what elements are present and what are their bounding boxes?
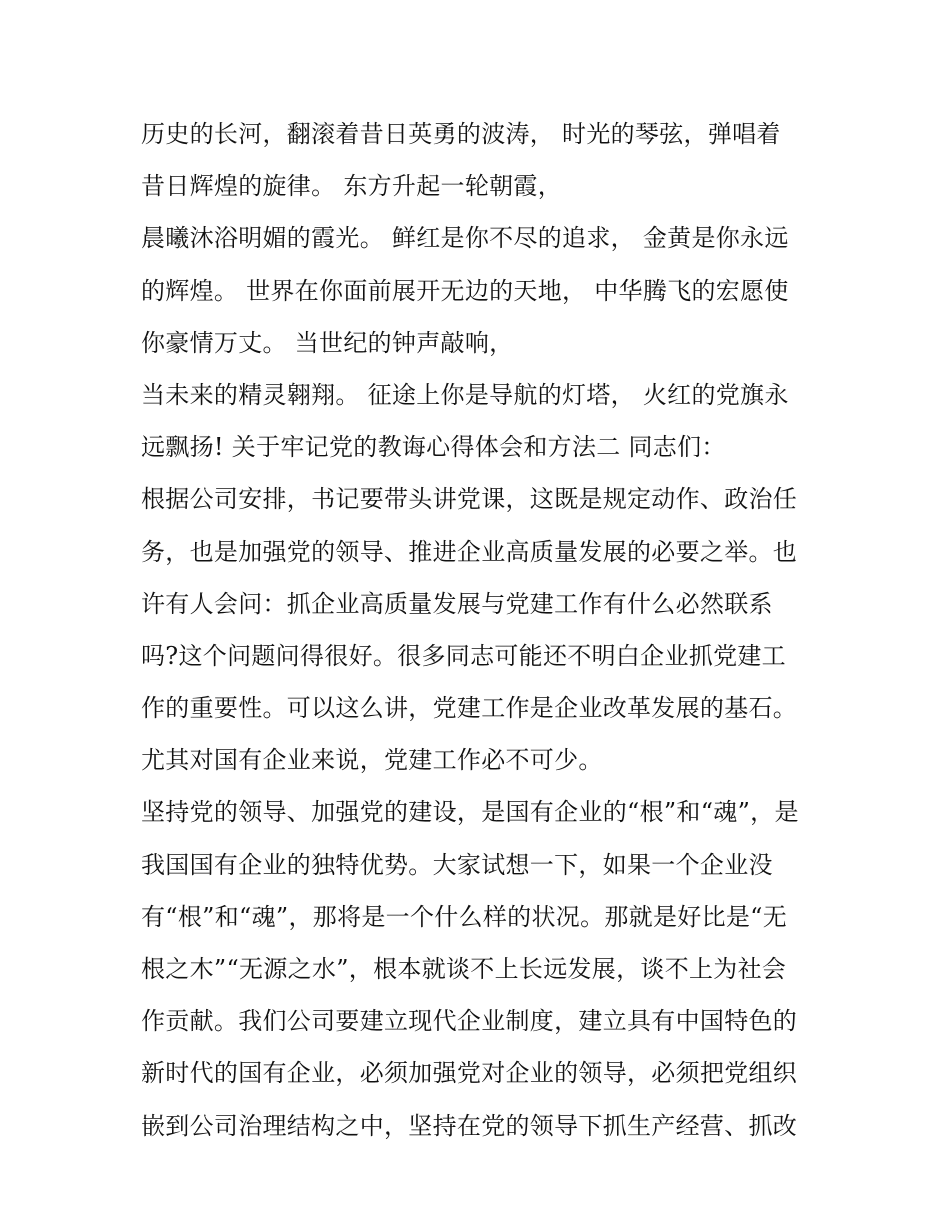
text-line: 尤其对国有企业来说，党建工作必不可少。 (141, 746, 603, 775)
text-line: 晨曦沐浴明媚的霞光。 鲜红是你不尽的追求， 金黄是你永远 (141, 224, 789, 253)
text-line: 远飘扬! 关于牢记党的教诲心得体会和方法二 同志们： (141, 433, 726, 462)
text-line: 的辉煌。 世界在你面前展开无边的天地， 中华腾飞的宏愿使 (141, 276, 789, 305)
text-line: 务，也是加强党的领导、推进企业高质量发展的必要之举。也 (141, 537, 798, 566)
text-line: 根据公司安排，书记要带头讲党课，这既是规定动作、政治任 (141, 485, 798, 514)
text-line: 我国国有企业的独特优势。大家试想一下，如果一个企业没 (141, 850, 773, 879)
text-line: 作贡献。我们公司要建立现代企业制度，建立具有中国特色的 (141, 1007, 798, 1036)
text-line: 根之木”“无源之水”，根本就谈不上长远发展，谈不上为社会 (141, 955, 787, 983)
text-line: 当未来的精灵翱翔。 征途上你是导航的灯塔， 火红的党旗永 (141, 380, 789, 409)
body-text (141, 108, 821, 1152)
text-line: 许有人会问：抓企业高质量发展与党建工作有什么必然联系 (141, 589, 773, 618)
text-line: 昔日辉煌的旋律。 东方升起一轮朝霞， (141, 172, 563, 201)
text-line: 坚持党的领导、加强党的建设，是国有企业的“根”和“魂”，是 (141, 798, 799, 827)
text-line: 历史的长河，翻滚着昔日英勇的波涛， 时光的琴弦，弹唱着 (141, 120, 781, 148)
text-line: 你豪情万丈。 当世纪的钟声敲响， (141, 328, 514, 357)
text-line: 嵌到公司治理结构之中，坚持在党的领导下抓生产经营、抓改 (141, 1111, 798, 1140)
text-line: 有“根”和“魂”，那将是一个什么样的状况。那就是好比是“无 (141, 902, 788, 931)
text-line: 新时代的国有企业，必须加强党对企业的领导，必须把党组织 (141, 1059, 798, 1088)
text-line: 吗?这个问题问得很好。很多同志可能还不明白企业抓党建工 (141, 641, 786, 670)
text-line: 作的重要性。可以这么讲，党建工作是企业改革发展的基石。 (141, 694, 798, 723)
